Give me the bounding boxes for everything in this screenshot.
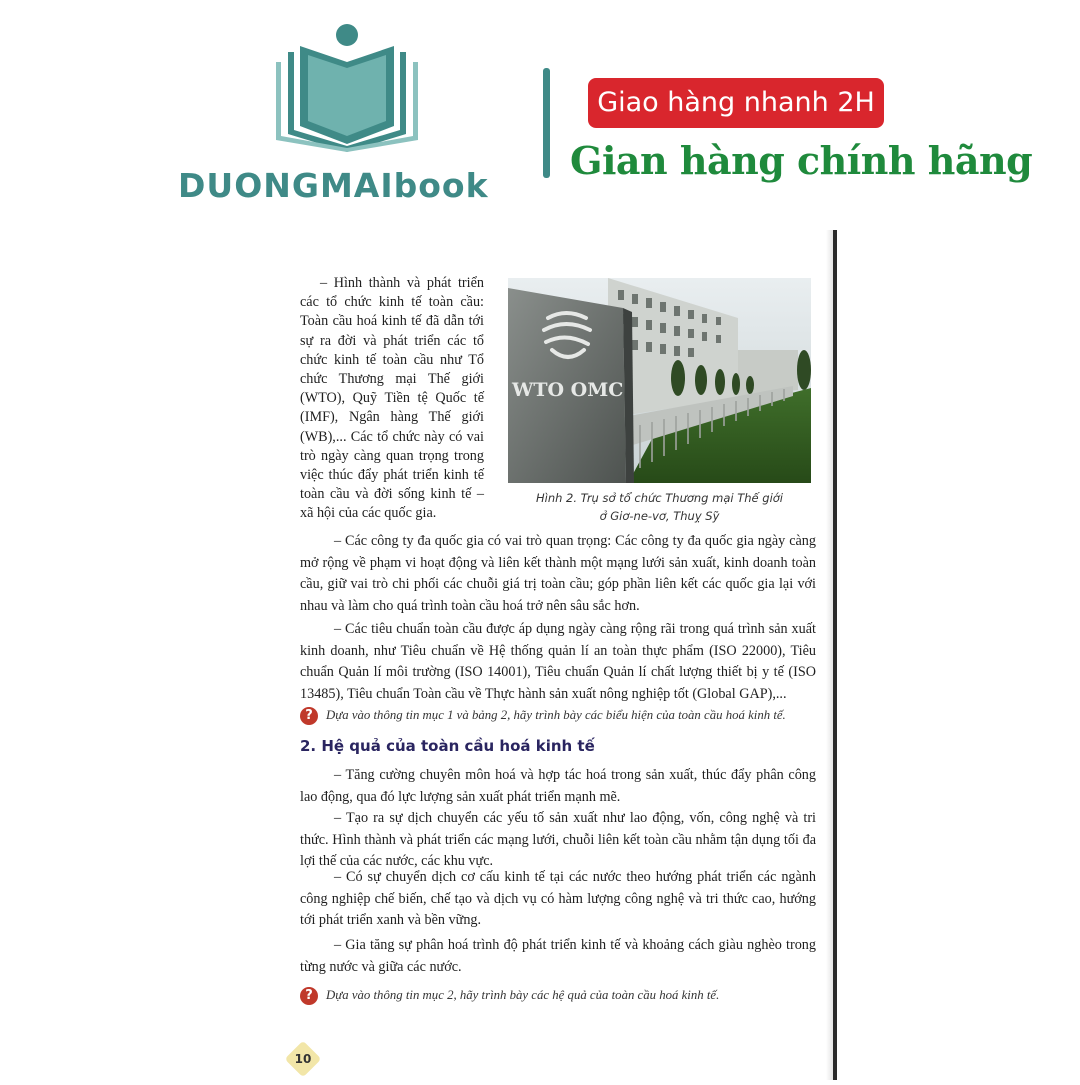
figure-caption-line-2: ở Giơ-ne-vơ, Thuỵ Sỹ [599, 509, 720, 523]
question-2 [300, 987, 820, 1009]
open-book-logo-icon [268, 22, 426, 152]
store-branding-header [0, 0, 1080, 240]
consequence-item: – Tạo ra sự dịch chuyển các yếu tố sản xuất như lao động, vốn, công nghệ và tri thức. Hình thành và phát triển các mạng lưới, chuỗi liên kết toàn cầu nhằm tận dụng tối đa lợi thế của các nước, các khu vực. [300, 810, 816, 869]
question-mark-icon: ? [300, 707, 318, 725]
standards-paragraph-block [300, 619, 816, 705]
intro-paragraph: – Hình thành và phát triển các tổ chức kinh tế toàn cầu: Toàn cầu hoá kinh tế đã dẫn tới sự ra đời và phát triển các tổ chức kinh tế toàn cầu như Tổ chức Thương mại Thế giới (WTO), Quỹ Tiền tệ Quốc tế (IMF), Ngân hàng Thế giới (WB),... Các tổ chức này có vai trò ngày càng quan trọng trong việc thúc đẩy phát triển kinh tế toàn cầu và đời sống kinh tế – xã hội của các quốc gia. [300, 275, 484, 522]
page-number: 10 [294, 1052, 312, 1066]
page-edge [833, 230, 837, 1080]
intro-paragraph-block [300, 274, 484, 524]
brand-divider [543, 68, 550, 178]
consequence-item: – Có sự chuyển dịch cơ cấu kinh tế tại các nước theo hướng phát triển các ngành công nghiệp chế biến, chế tạo và dịch vụ có hàm lượng công nghệ và tri thức cao, hướng tới phát triển xanh và bền vững. [300, 869, 816, 928]
consequence-item: – Gia tăng sự phân hoá trình độ phát triển kinh tế và khoảng cách giàu nghèo trong từng nước và giữa các nước. [300, 937, 816, 975]
consequence-2-block [300, 808, 816, 873]
question-2-text: Dựa vào thông tin mục 2, hãy trình bày các hệ quả của toàn cầu hoá kinh tế. [326, 988, 720, 1002]
fast-shipping-badge: Giao hàng nhanh 2H [588, 78, 884, 128]
consequence-item: – Tăng cường chuyên môn hoá và hợp tác hoá trong sản xuất, thúc đẩy phân công lao động, qua đó lực lượng sản xuất phát triển mạnh mẽ. [300, 767, 816, 805]
official-store-label: Gian hàng chính hãng [570, 138, 1033, 183]
question-mark-icon: ? [300, 987, 318, 1005]
multinational-paragraph: – Các công ty đa quốc gia có vai trò quan trọng: Các công ty đa quốc gia ngày càng mở rộng về phạm vi hoạt động và liên kết thành một mạng lưới sản xuất, kinh doanh toàn cầu, giữ vai trò chi phối các chuỗi giá trị toàn cầu; góp phần liên kết các quốc gia lại với nhau và làm cho quá trình toàn cầu hoá trở nên sâu sắc hơn. [300, 533, 816, 614]
consequence-4-block [300, 935, 816, 978]
brand-name: DUONGMAIbook [178, 166, 489, 205]
consequence-3-block [300, 867, 816, 932]
wto-sign-text: WTO OMC [512, 379, 624, 401]
wto-headquarters-photo [508, 278, 811, 483]
question-1-text: Dựa vào thông tin mục 1 và bảng 2, hãy trình bày các biểu hiện của toàn cầu hoá kinh tế. [326, 708, 786, 722]
multinational-paragraph-block [300, 531, 816, 617]
consequence-1-block [300, 765, 816, 808]
page-number-badge [285, 1041, 322, 1078]
section-2-title: 2. Hệ quả của toàn cầu hoá kinh tế [300, 737, 595, 755]
question-1 [300, 707, 820, 729]
standards-paragraph: – Các tiêu chuẩn toàn cầu được áp dụng ngày càng rộng rãi trong quá trình sản xuất kinh doanh, như Tiêu chuẩn về Hệ thống quản lí an toàn thực phẩm (ISO 22000), Tiêu chuẩn Quản lí môi trường (ISO 14001), Tiêu chuẩn Quản lí chất lượng thiết bị y tế (ISO 13485), Tiêu chuẩn Toàn cầu về Thực hành sản xuất nông nghiệp tốt (Global GAP),... [300, 621, 816, 702]
figure-caption-line-1: Hình 2. Trụ sở tổ chức Thương mại Thế giới [535, 491, 784, 505]
figure-caption [508, 489, 811, 525]
